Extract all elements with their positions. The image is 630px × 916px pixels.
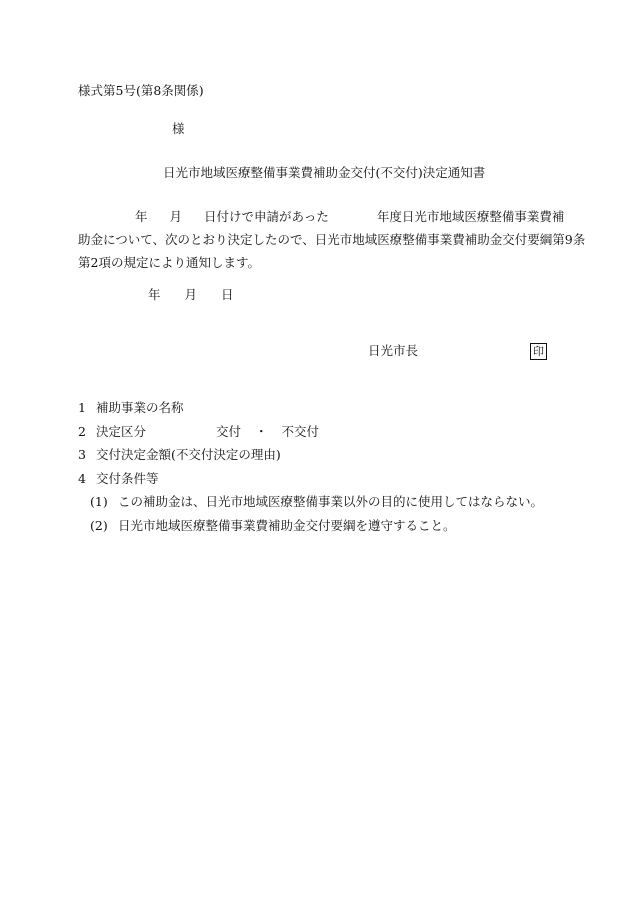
seal-stamp: 印: [530, 343, 547, 360]
body-month-label: 月: [169, 209, 183, 224]
condition-number: (2): [90, 518, 108, 533]
condition-number: (1): [90, 494, 108, 509]
body-line-2: 助金について、次のとおり決定したので、日光市地域医療整備事業費補助金交付要綱第9条: [78, 232, 586, 247]
issue-date: [148, 289, 234, 302]
item-number: 1: [78, 400, 86, 415]
body-fiscal-year-text: 年度日光市地域医療整備事業費補: [376, 209, 565, 224]
body-application-text: 日付けで申請があった: [204, 209, 329, 224]
decision-option-grant: 交付: [216, 424, 242, 439]
body-line-1: [78, 209, 565, 234]
body-year-label: 年: [135, 209, 148, 224]
item-4: [78, 473, 159, 486]
item-label: 決定区分: [96, 424, 147, 439]
condition-text: 日光市地域医療整備事業費補助金交付要綱を遵守すること。: [118, 518, 456, 533]
signer-title: 日光市長: [368, 343, 419, 358]
item-3: [78, 449, 281, 462]
addressee-suffix: 様: [172, 121, 185, 136]
item-2: [78, 426, 319, 439]
body-line-3: 第2項の規定により通知します。: [78, 255, 260, 270]
document-title: 日光市地域医療整備事業費補助金交付(不交付)決定通知書: [163, 165, 486, 180]
item-label: 交付条件等: [96, 471, 159, 486]
decision-option-no-grant: 不交付: [281, 424, 320, 439]
item-number: 2: [78, 424, 86, 439]
decision-separator: ・: [255, 424, 268, 439]
item-label: 交付決定金額(不交付決定の理由): [96, 447, 281, 462]
body-paragraph: [78, 209, 586, 280]
condition-1: [90, 496, 543, 509]
form-number: 様式第5号(第8条関係): [78, 83, 204, 98]
item-label: 補助事業の名称: [96, 400, 184, 415]
condition-text: この補助金は、日光市地域医療整備事業以外の目的に使用してはならない。: [118, 494, 544, 509]
date-month-label: 月: [184, 287, 198, 302]
item-number: 3: [78, 447, 86, 462]
item-1: [78, 402, 184, 415]
condition-2: [90, 520, 456, 533]
date-year-label: 年: [148, 287, 161, 302]
item-number: 4: [78, 471, 86, 486]
date-day-label: 日: [221, 287, 234, 302]
